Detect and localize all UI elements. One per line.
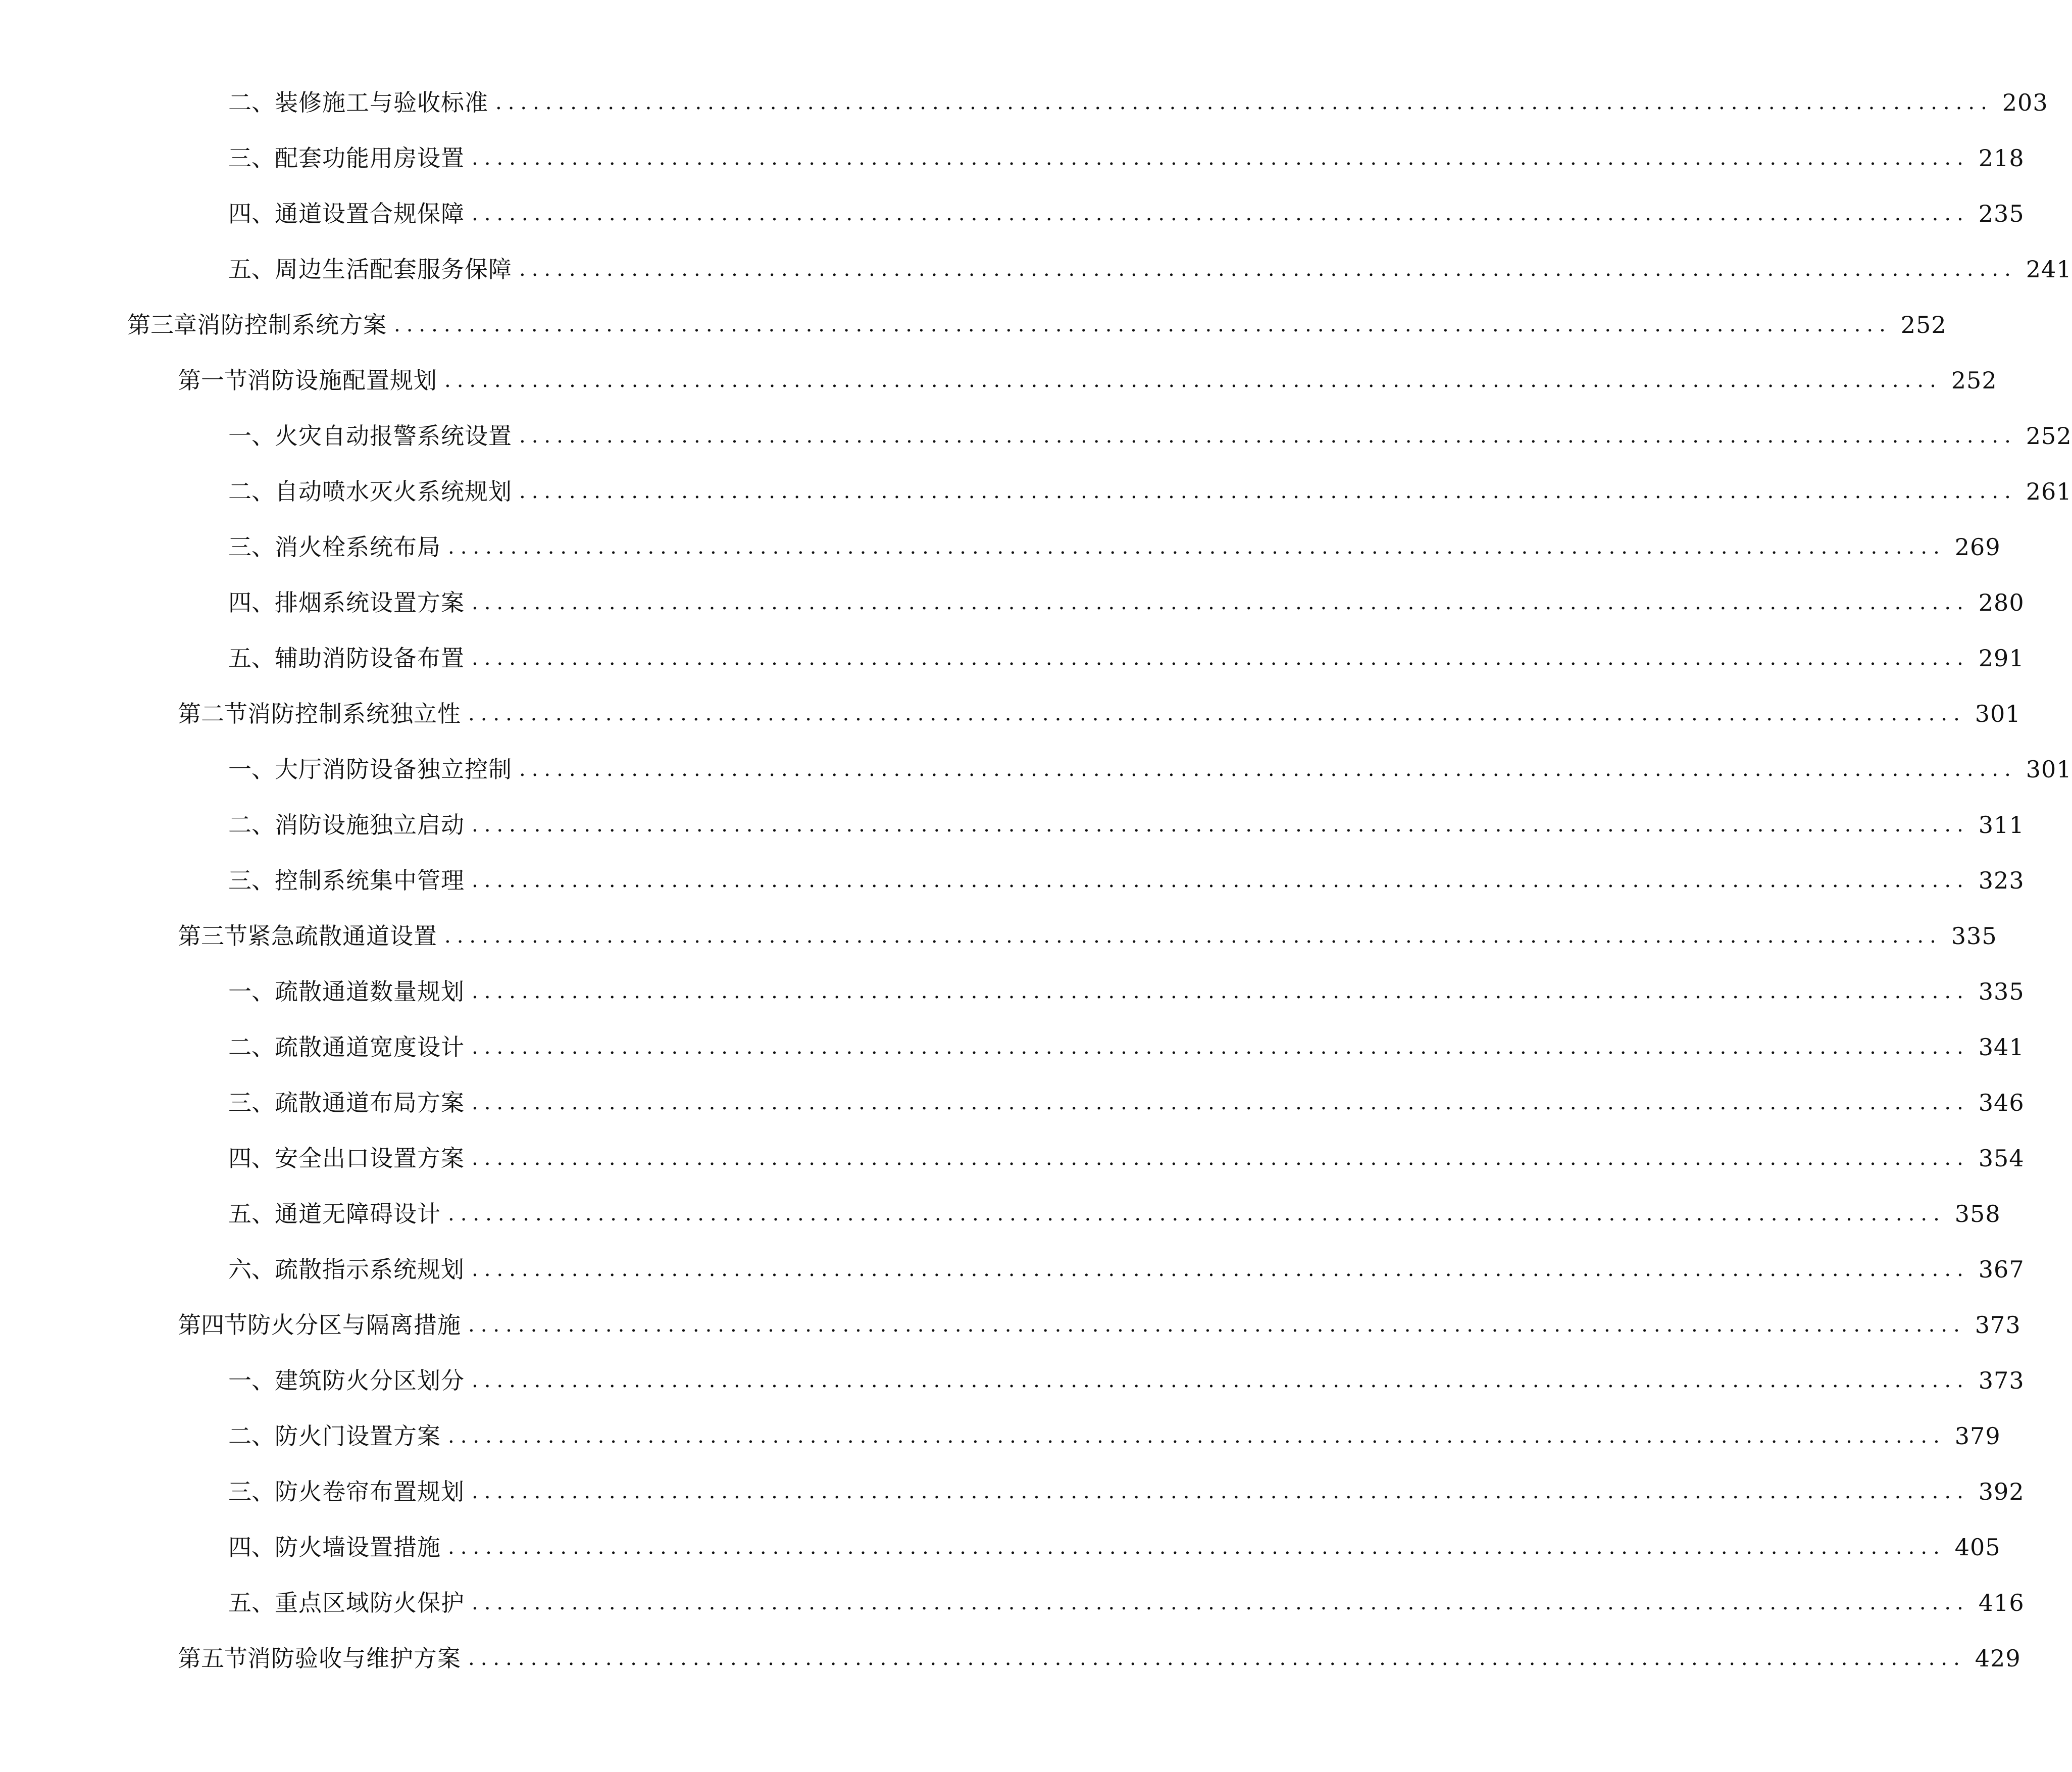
dot-leader: ........................................................................................................................ xyxy=(472,1591,1969,1614)
dot-leader: ........................................................................................................................ xyxy=(472,1091,1969,1114)
toc-entry[interactable] xyxy=(0,797,2025,853)
toc-entry-page-number: 261 xyxy=(2026,478,2072,505)
toc-entry-page-number: 335 xyxy=(1951,922,1997,950)
toc-entry-page-number: 311 xyxy=(1978,811,2025,839)
toc-entry-title: 通道无障碍设计 xyxy=(275,1200,441,1227)
toc-entry-number: 五、 xyxy=(228,1589,275,1616)
toc-entry-title: 消防控制系统独立性 xyxy=(247,700,461,727)
toc-entry[interactable] xyxy=(0,519,2001,575)
toc-entry-page-number: 218 xyxy=(1978,144,2025,172)
toc-entry-page-number: 367 xyxy=(1978,1256,2025,1283)
toc-entry[interactable] xyxy=(0,1297,2021,1353)
toc-entry-title: 疏散通道宽度设计 xyxy=(275,1033,465,1061)
toc-entry[interactable] xyxy=(0,1186,2001,1242)
toc-entry-number: 五、 xyxy=(228,1200,275,1227)
toc-entry-title: 防火门设置方案 xyxy=(275,1422,441,1450)
toc-entry-title: 控制系统集中管理 xyxy=(275,867,465,894)
toc-entry-page-number: 341 xyxy=(1978,1033,2025,1061)
toc-entry-number: 第二节 xyxy=(178,700,247,727)
dot-leader: ........................................................................................................................ xyxy=(472,869,1969,892)
toc-entry[interactable] xyxy=(0,686,2021,742)
dot-leader: ........................................................................................................................ xyxy=(448,1202,1946,1225)
toc-entry-title: 配套功能用房设置 xyxy=(275,144,465,172)
toc-entry-page-number: 280 xyxy=(1978,589,2025,616)
toc-entry[interactable] xyxy=(0,1130,2025,1186)
dot-leader: ........................................................................................................................ xyxy=(472,146,1969,170)
toc-entry-title: 消火栓系统布局 xyxy=(275,533,441,561)
dot-leader: ........................................................................................................................ xyxy=(468,702,1966,725)
toc-entry-number: 四、 xyxy=(228,200,275,227)
dot-leader: ........................................................................................................................ xyxy=(519,480,2017,503)
toc-entry-title: 火灾自动报警系统设置 xyxy=(275,422,512,450)
toc-entry[interactable] xyxy=(0,1519,2001,1575)
dot-leader: ........................................................................................................................ xyxy=(472,647,1969,670)
toc-entry-number: 第三节 xyxy=(178,922,247,950)
dot-leader: ........................................................................................................................ xyxy=(472,202,1969,225)
toc-entry-page-number: 203 xyxy=(2002,89,2048,116)
dot-leader: ........................................................................................................................ xyxy=(394,313,1892,336)
toc-entry-number: 第四节 xyxy=(178,1311,247,1339)
toc-entry-title: 重点区域防火保护 xyxy=(275,1589,465,1616)
toc-entry-page-number: 252 xyxy=(1951,367,1997,394)
dot-leader: ........................................................................................................................ xyxy=(495,91,1993,114)
toc-entry-title: 建筑防火分区划分 xyxy=(275,1367,465,1394)
toc-entry[interactable] xyxy=(0,1408,2001,1464)
toc-entry-page-number: 405 xyxy=(1954,1534,2001,1561)
toc-entry-number: 五、 xyxy=(228,256,275,283)
toc-entry-number: 一、 xyxy=(228,756,275,783)
dot-leader: ........................................................................................................................ xyxy=(448,535,1946,559)
toc-entry[interactable] xyxy=(0,908,1997,964)
toc-entry-page-number: 373 xyxy=(1978,1367,2025,1394)
dot-leader: ........................................................................................................................ xyxy=(472,1480,1969,1503)
toc-entry-page-number: 429 xyxy=(1975,1645,2021,1672)
toc-entry-page-number: 354 xyxy=(1978,1145,2025,1172)
dot-leader: ........................................................................................................................ xyxy=(519,424,2017,448)
toc-entry[interactable] xyxy=(0,241,2072,297)
toc-entry[interactable] xyxy=(0,1019,2025,1075)
toc-entry[interactable] xyxy=(0,186,2025,241)
toc-entry-number: 三、 xyxy=(228,1089,275,1116)
toc-entry-number: 二、 xyxy=(228,1422,275,1450)
toc-entry-number: 三、 xyxy=(228,867,275,894)
toc-entry-number: 五、 xyxy=(228,645,275,672)
toc-entry-title: 自动喷水灭火系统规划 xyxy=(275,478,512,505)
toc-entry-title: 消防验收与维护方案 xyxy=(247,1645,461,1672)
toc-entry-number: 第五节 xyxy=(178,1645,247,1672)
toc-entry-title: 疏散通道数量规划 xyxy=(275,978,465,1005)
toc-entry-page-number: 235 xyxy=(1978,200,2025,227)
toc-entry-page-number: 301 xyxy=(2026,756,2072,783)
toc-entry[interactable] xyxy=(0,1575,2025,1631)
toc-entry-page-number: 269 xyxy=(1954,533,2001,561)
toc-entry-title: 辅助消防设备布置 xyxy=(275,645,465,672)
toc-entry[interactable] xyxy=(0,1353,2025,1408)
toc-entry[interactable] xyxy=(0,75,2048,130)
toc-entry-title: 防火卷帘布置规划 xyxy=(275,1478,465,1505)
toc-entry-page-number: 346 xyxy=(1978,1089,2025,1116)
toc-entry-number: 三、 xyxy=(228,144,275,172)
toc-entry-page-number: 241 xyxy=(2026,256,2072,283)
dot-leader: ........................................................................................................................ xyxy=(444,369,1942,392)
dot-leader: ........................................................................................................................ xyxy=(519,758,2017,781)
toc-entry-title: 疏散通道布局方案 xyxy=(275,1089,465,1116)
dot-leader: ........................................................................................................................ xyxy=(472,1147,1969,1170)
toc-entry[interactable] xyxy=(0,353,1997,408)
dot-leader: ........................................................................................................................ xyxy=(472,813,1969,836)
toc-entry-page-number: 358 xyxy=(1954,1200,2001,1227)
dot-leader: ........................................................................................................................ xyxy=(468,1647,1966,1670)
toc-entry-number: 一、 xyxy=(228,1367,275,1394)
toc-entry-page-number: 301 xyxy=(1975,700,2021,727)
toc-entry-number: 第三章 xyxy=(127,311,197,338)
toc-entry-title: 装修施工与验收标准 xyxy=(275,89,488,116)
toc-entry-title: 排烟系统设置方案 xyxy=(275,589,465,616)
toc-entry-title: 消防控制系统方案 xyxy=(197,311,387,338)
dot-leader: ........................................................................................................................ xyxy=(472,591,1969,614)
toc-entry-page-number: 416 xyxy=(1978,1589,2025,1616)
toc-entry[interactable] xyxy=(0,1075,2025,1130)
toc-entry[interactable] xyxy=(0,575,2025,630)
toc-entry-number: 一、 xyxy=(228,422,275,450)
toc-entry-number: 一、 xyxy=(228,978,275,1005)
dot-leader: ........................................................................................................................ xyxy=(472,1036,1969,1059)
dot-leader: ........................................................................................................................ xyxy=(448,1536,1946,1559)
toc-entry-title: 周边生活配套服务保障 xyxy=(275,256,512,283)
toc-entry[interactable] xyxy=(0,1464,2025,1519)
dot-leader: ........................................................................................................................ xyxy=(448,1424,1946,1448)
dot-leader: ........................................................................................................................ xyxy=(519,258,2017,281)
toc-entry[interactable] xyxy=(0,630,2025,686)
toc-entry[interactable] xyxy=(0,742,2072,797)
toc-entry-number: 六、 xyxy=(228,1256,275,1283)
toc-entry-number: 二、 xyxy=(228,811,275,839)
toc-entry[interactable] xyxy=(0,1631,2021,1686)
toc-entry-number: 第一节 xyxy=(178,367,247,394)
toc-entry-title: 安全出口设置方案 xyxy=(275,1145,465,1172)
toc-entry-title: 消防设施独立启动 xyxy=(275,811,465,839)
toc-entry-number: 二、 xyxy=(228,1033,275,1061)
toc-entry[interactable] xyxy=(0,853,2025,908)
dot-leader: ........................................................................................................................ xyxy=(472,980,1969,1003)
toc-entry-page-number: 335 xyxy=(1978,978,2025,1005)
dot-leader: ........................................................................................................................ xyxy=(472,1258,1969,1281)
toc-entry-number: 二、 xyxy=(228,89,275,116)
table-of-contents xyxy=(0,75,2072,1686)
toc-entry-title: 紧急疏散通道设置 xyxy=(247,922,437,950)
dot-leader: ........................................................................................................................ xyxy=(472,1369,1969,1392)
toc-entry-number: 二、 xyxy=(228,478,275,505)
toc-entry-number: 四、 xyxy=(228,1534,275,1561)
toc-entry[interactable] xyxy=(0,408,2072,464)
toc-entry-title: 通道设置合规保障 xyxy=(275,200,465,227)
toc-entry-title: 防火分区与隔离措施 xyxy=(247,1311,461,1339)
toc-entry-page-number: 373 xyxy=(1975,1311,2021,1339)
dot-leader: ........................................................................................................................ xyxy=(444,924,1942,948)
toc-entry[interactable] xyxy=(0,297,1947,353)
toc-entry-title: 大厅消防设备独立控制 xyxy=(275,756,512,783)
toc-entry[interactable] xyxy=(0,964,2025,1019)
toc-entry[interactable] xyxy=(0,464,2072,519)
toc-entry[interactable] xyxy=(0,130,2025,186)
dot-leader: ........................................................................................................................ xyxy=(468,1313,1966,1337)
toc-entry-page-number: 323 xyxy=(1978,867,2025,894)
toc-entry-page-number: 392 xyxy=(1978,1478,2025,1505)
toc-entry-number: 三、 xyxy=(228,1478,275,1505)
toc-entry-page-number: 379 xyxy=(1954,1422,2001,1450)
toc-entry-page-number: 252 xyxy=(2026,422,2072,450)
toc-entry-number: 三、 xyxy=(228,533,275,561)
toc-entry[interactable] xyxy=(0,1242,2025,1297)
toc-entry-title: 防火墙设置措施 xyxy=(275,1534,441,1561)
toc-entry-title: 疏散指示系统规划 xyxy=(275,1256,465,1283)
toc-entry-number: 四、 xyxy=(228,1145,275,1172)
toc-entry-number: 四、 xyxy=(228,589,275,616)
toc-entry-page-number: 291 xyxy=(1978,645,2025,672)
toc-entry-title: 消防设施配置规划 xyxy=(247,367,437,394)
toc-entry-page-number: 252 xyxy=(1900,311,1947,338)
